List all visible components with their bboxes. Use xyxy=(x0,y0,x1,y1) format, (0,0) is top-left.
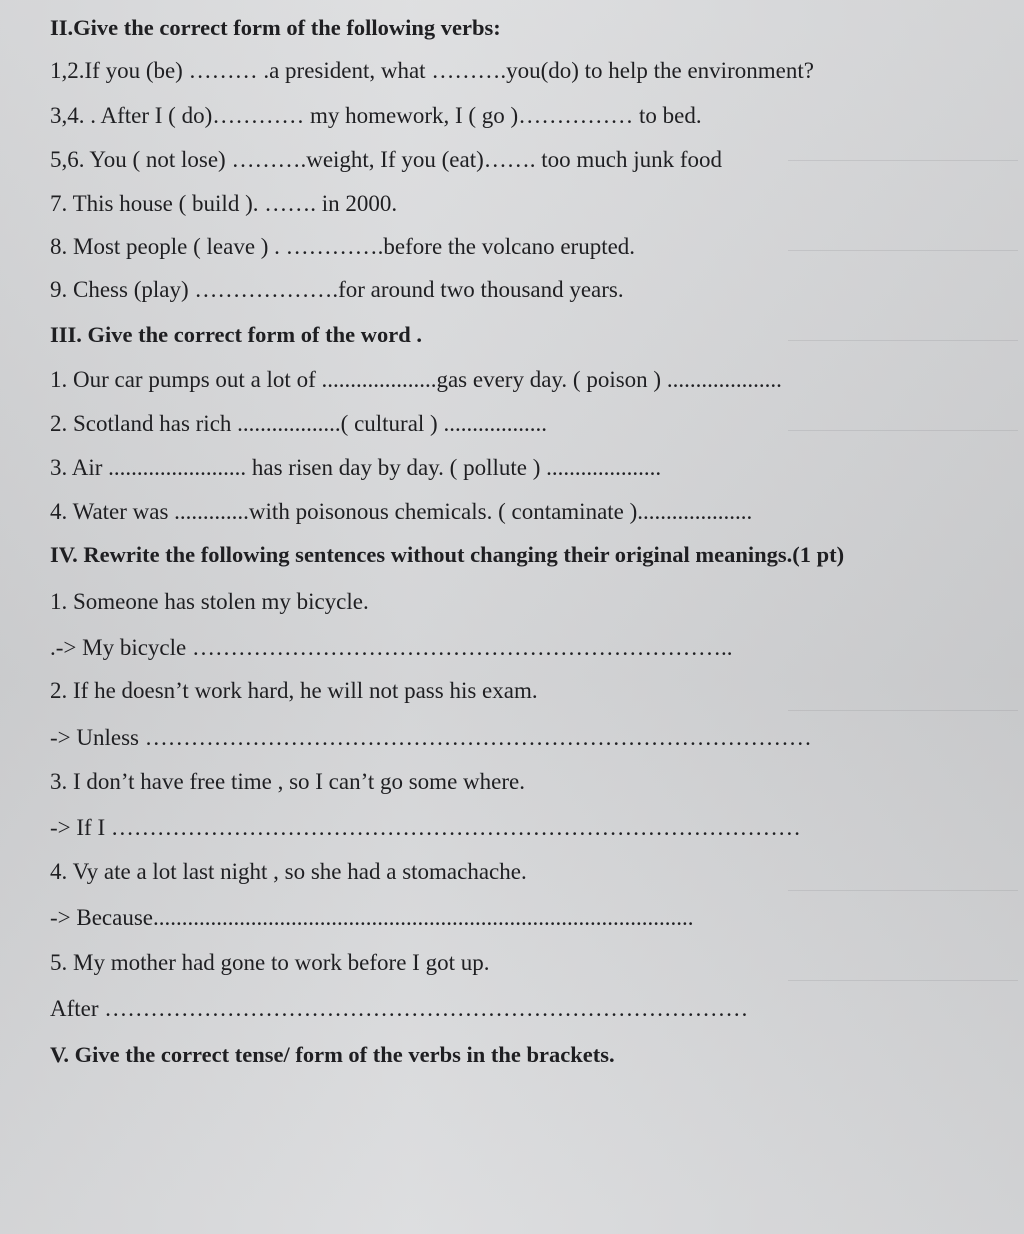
section-3-item: 4. Water was .............with poisonous chemicals. ( contaminate ).................... xyxy=(50,499,753,524)
section-4-sentence: 1. Someone has stolen my bicycle. xyxy=(50,589,369,614)
section-2-item: 3,4. . After I ( do)………… my homework, I ( go )…………… to bed. xyxy=(50,103,702,128)
bleed-through-line xyxy=(788,880,1018,891)
bleed-through-line xyxy=(788,970,1018,981)
section-4-sentence: 2. If he doesn’t work hard, he will not pass his exam. xyxy=(50,678,538,703)
section-4-sentence: 3. I don’t have free time , so I can’t go some where. xyxy=(50,769,525,794)
section-4-answer-line: -> If I ……………………………………………………………………………… xyxy=(50,815,801,840)
section-2-item: 9. Chess (play) ……………….for around two thousand years. xyxy=(50,277,624,302)
bleed-through-line xyxy=(788,150,1018,161)
section-2-item: 1,2.If you (be) ……… .a president, what ……….you(do) to help the environment? xyxy=(50,58,814,83)
section-2-heading: II.Give the correct form of the following verbs: xyxy=(50,15,501,40)
section-3-item: 3. Air ........................ has risen day by day. ( pollute ) .................... xyxy=(50,455,662,480)
section-4-answer-line: .-> My bicycle …………………………………………………………….. xyxy=(50,635,733,660)
section-2-item: 5,6. You ( not lose) ……….weight, If you (eat)……. too much junk food xyxy=(50,147,723,172)
section-4-sentence: 5. My mother had gone to work before I got up. xyxy=(50,950,490,975)
section-4-sentence: 4. Vy ate a lot last night , so she had a stomachache. xyxy=(50,859,527,884)
section-3-item: 2. Scotland has rich ..................( cultural ) .................. xyxy=(50,411,547,436)
section-2-item: 8. Most people ( leave ) . ………….before the volcano erupted. xyxy=(50,234,636,259)
bleed-through-line xyxy=(788,700,1018,711)
bleed-through-line xyxy=(788,420,1018,431)
section-4-answer-line: -> Unless …………………………………………………………………………… xyxy=(50,725,812,750)
section-3-heading: III. Give the correct form of the word . xyxy=(50,322,422,347)
section-3-item: 1. Our car pumps out a lot of ....................gas every day. ( poison ) .................... xyxy=(50,367,782,392)
section-2-item: 7. This house ( build ). ……. in 2000. xyxy=(50,191,398,216)
section-4-answer-line: -> Because.............................................................................................. xyxy=(50,905,694,930)
section-4-heading: IV. Rewrite the following sentences without changing their original meanings.(1 pt) xyxy=(50,542,845,567)
bleed-through-line xyxy=(788,240,1018,251)
bleed-through-line xyxy=(788,330,1018,341)
section-4-answer-line: After ………………………………………………………………………… xyxy=(50,996,749,1021)
section-5-heading: V. Give the correct tense/ form of the verbs in the brackets. xyxy=(50,1042,615,1067)
